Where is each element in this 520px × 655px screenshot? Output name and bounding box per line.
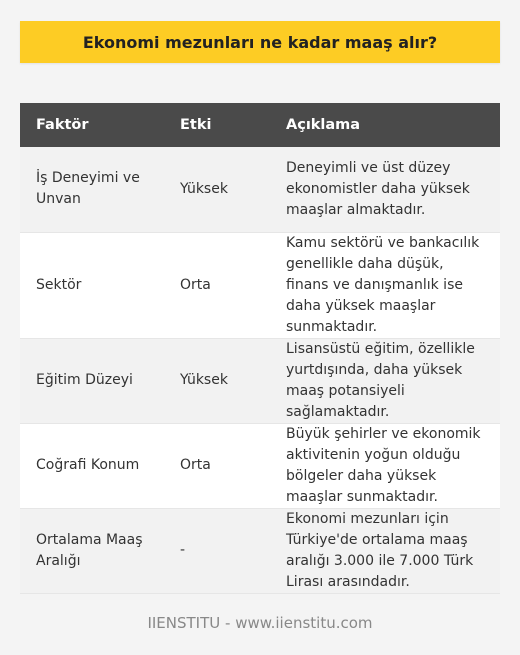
table-row [20,232,500,338]
column-header-description: Açıklama [270,103,500,147]
impact-cell: Yüksek [164,147,270,232]
table-header-row [20,103,500,147]
description-cell: Ekonomi mezunları için Türkiye'de ortalama maaş aralığı 3.000 ile 7.000 Türk Lirası arasındadır. [270,508,500,593]
column-header-impact: Etki [164,103,270,147]
impact-cell: Yüksek [164,338,270,423]
impact-cell: - [164,508,270,593]
factor-cell: Coğrafi Konum [20,423,164,508]
table-row [20,508,500,593]
factor-cell: Ortalama Maaş Aralığı [20,508,164,593]
description-cell: Büyük şehirler ve ekonomik aktivitenin yoğun olduğu bölgeler daha yüksek maaşlar sunmaktadır. [270,423,500,508]
description-cell: Lisansüstü eğitim, özellikle yurtdışında, daha yüksek maaş potansiyeli sağlamaktadır. [270,338,500,423]
factor-cell: İş Deneyimi ve Unvan [20,147,164,232]
table-row [20,423,500,508]
impact-cell: Orta [164,423,270,508]
impact-cell: Orta [164,232,270,338]
description-cell: Deneyimli ve üst düzey ekonomistler daha yüksek maaşlar almaktadır. [270,147,500,232]
column-header-factor: Faktör [20,103,164,147]
table-row [20,147,500,232]
page-title: Ekonomi mezunları ne kadar maaş alır? [20,21,500,63]
footer-credit: IIENSTITU - www.iienstitu.com [147,614,373,632]
factor-cell: Eğitim Düzeyi [20,338,164,423]
description-cell: Kamu sektörü ve bankacılık genellikle daha düşük, finans ve danışmanlık ise daha yüksek maaşlar sunmaktadır. [270,232,500,338]
factor-cell: Sektör [20,232,164,338]
table-row [20,338,500,423]
factors-table [20,103,500,594]
